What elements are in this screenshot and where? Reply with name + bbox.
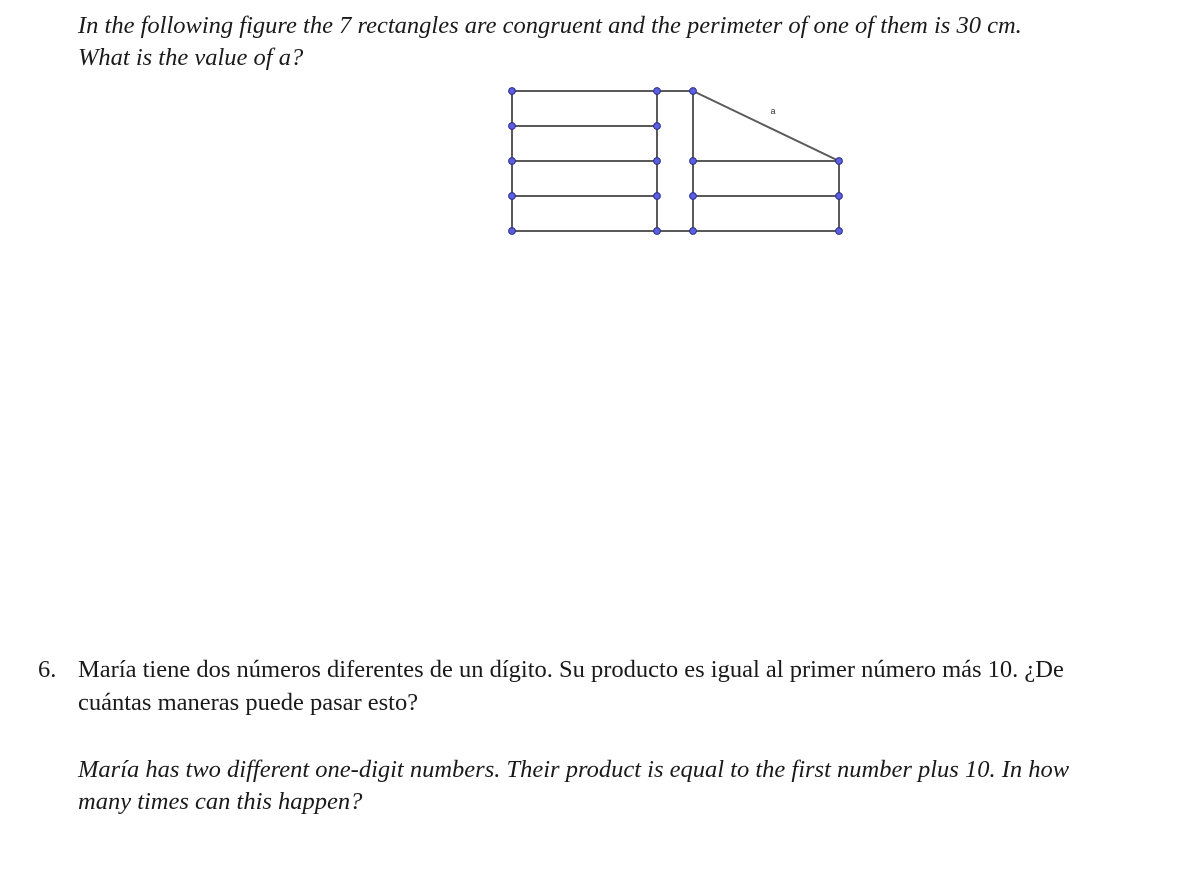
- point: [836, 228, 843, 235]
- segment-a: [693, 91, 839, 161]
- problem-5-text-line-1: In the following figure the 7 rectangles are congruent and the perimeter of one of them is 30 cm.: [78, 12, 1022, 39]
- segment-a-label: a: [770, 106, 776, 116]
- point: [509, 88, 516, 95]
- problem-6-spanish-line-1: María tiene dos números diferentes de un dígito. Su producto es igual al primer número más 10. ¿De: [78, 656, 1064, 683]
- problem-6-english-line-1: María has two different one-digit numbers. Their product is equal to the first number plus 10. In how: [78, 756, 1070, 783]
- problem-5-text-line-2: What is the value of a?: [78, 44, 304, 71]
- problem-6-spanish-line-2: cuántas maneras puede pasar esto?: [78, 689, 419, 716]
- point: [509, 158, 516, 165]
- point: [690, 193, 697, 200]
- point: [690, 228, 697, 235]
- point: [690, 158, 697, 165]
- point: [654, 88, 661, 95]
- point: [654, 193, 661, 200]
- point: [654, 228, 661, 235]
- point: [836, 193, 843, 200]
- point: [836, 158, 843, 165]
- point: [654, 123, 661, 130]
- problem-6-number: 6.: [38, 656, 57, 683]
- problem-6-english-line-2: many times can this happen?: [78, 788, 363, 815]
- point: [654, 158, 661, 165]
- point: [509, 123, 516, 130]
- point: [509, 193, 516, 200]
- point: [690, 88, 697, 95]
- figure-lines: [512, 91, 839, 231]
- figure-points: [509, 88, 843, 235]
- point: [509, 228, 516, 235]
